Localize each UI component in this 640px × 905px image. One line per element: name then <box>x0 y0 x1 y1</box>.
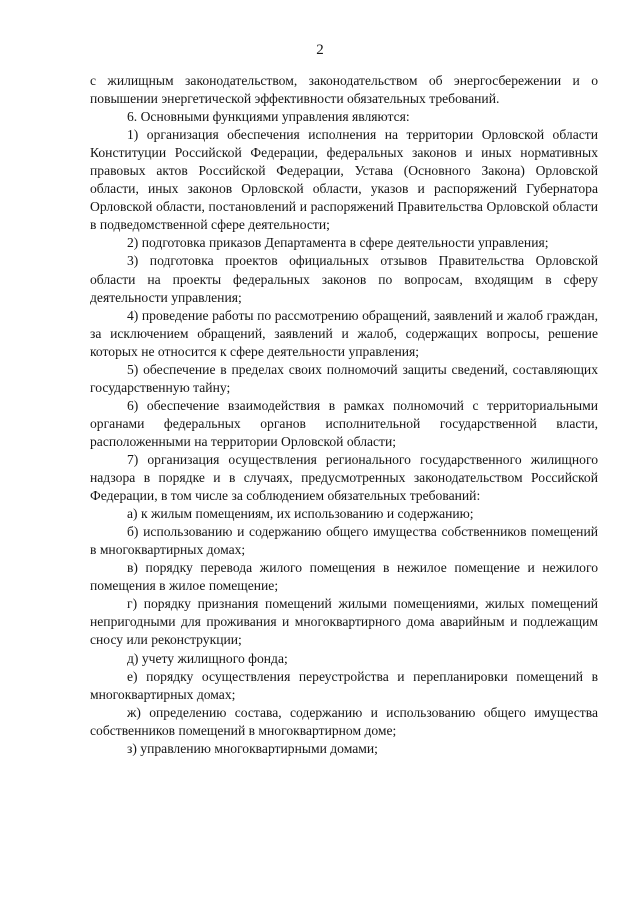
paragraph-function-4: 4) проведение работы по рассмотрению обращений, заявлений и жалоб граждан, за исключением обращений, заявлений и жалоб, содержащих вопросы, решение которых не относится к сфере деятельности управления; <box>90 307 598 359</box>
paragraph-function-1: 1) организация обеспечения исполнения на территории Орловской области Конституции Российской Федерации, федеральных законов и иных нормативных правовых актов Российской Федерации, Устава (Основного Закона) Орловской области, иных законов Орловской области, указов и распоряжений Губернатора Орловской области, постановлений и распоряжений Правительства Орловской области в подведомственной сфере деятельности; <box>90 127 598 233</box>
paragraph-function-7: 7) организация осуществления регионального государственного жилищного надзора в порядке и в случаях, предусмотренных законодательством Российской Федерации, в том числе за соблюдением обязательных требований: <box>90 451 598 504</box>
page-number: 2 <box>316 42 324 58</box>
paragraph-subitem-zh: ж) определению состава, содержанию и использованию общего имущества собственников помещений в многоквартирном доме; <box>90 704 598 738</box>
paragraph-intro-continuation: с жилищным законодательством, законодательством об энергосбережении и о повышении энергетической эффективности обязательных требований. <box>90 73 598 107</box>
paragraph-function-5: 5) обеспечение в пределах своих полномочий защиты сведений, составляющих государственную тайну; <box>90 361 598 395</box>
paragraph-subitem-a: а) к жилым помещениям, их использованию и содержанию; <box>127 506 474 522</box>
paragraph-subitem-g: г) порядку признания помещений жилыми помещениями, жилых помещений непригодными для проживания и многоквартирного дома аварийным и подлежащим сносу или реконструкции; <box>90 596 598 648</box>
document-body <box>90 72 598 758</box>
paragraph-function-6: 6) обеспечение взаимодействия в рамках полномочий с территориальными органами федеральных органов исполнительной государственной власти, расположенными на территории Орловской области; <box>90 397 598 449</box>
paragraph-subitem-d: д) учету жилищного фонда; <box>127 650 288 666</box>
paragraph-function-3: 3) подготовка проектов официальных отзывов Правительства Орловской области на проекты федеральных законов по вопросам, входящим в сферу деятельности управления; <box>90 253 598 305</box>
paragraph-subitem-z: з) управлению многоквартирными домами; <box>127 740 378 756</box>
paragraph-function-2: 2) подготовка приказов Департамента в сфере деятельности управления; <box>127 235 549 251</box>
paragraph-subitem-e: е) порядку осуществления переустройства и перепланировки помещений в многоквартирных домах; <box>90 668 598 702</box>
paragraph-functions-heading: 6. Основными функциями управления являются: <box>127 109 410 125</box>
paragraph-subitem-b: б) использованию и содержанию общего имущества собственников помещений в многоквартирных домах; <box>90 524 598 558</box>
paragraph-subitem-v: в) порядку перевода жилого помещения в нежилое помещение и нежилого помещения в жилое помещение; <box>90 560 598 594</box>
